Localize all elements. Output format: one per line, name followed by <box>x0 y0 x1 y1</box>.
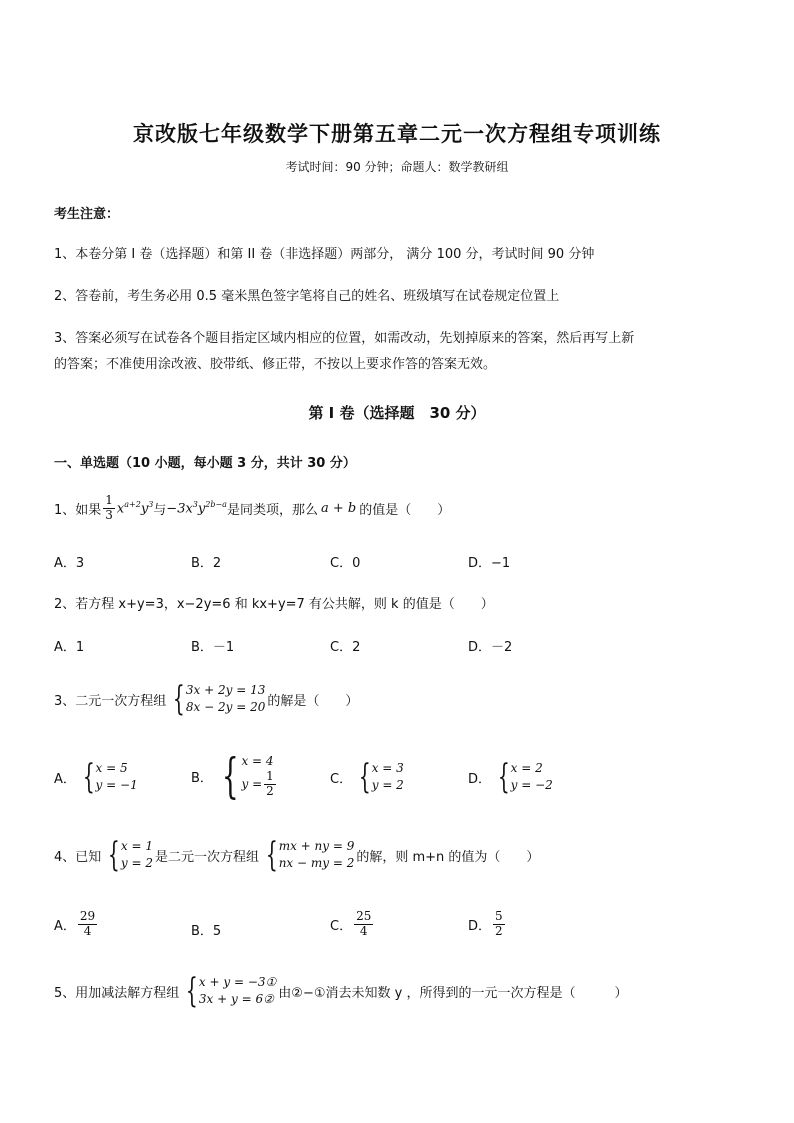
option-row: x = 5 <box>95 761 128 775</box>
fraction-numerator: 1 <box>105 493 113 507</box>
notice-item: 3、答案必须写在试卷各个题目指定区域内相应的位置，如需改动，先划掉原来的答案，然后再写上新 <box>54 331 635 346</box>
option-fraction <box>493 910 505 939</box>
q5-equation-1: x + y = −3① <box>198 975 277 989</box>
term-base: −3x <box>166 501 193 517</box>
term-base: y <box>140 501 149 517</box>
option-label: A． <box>54 771 76 787</box>
option-row <box>241 770 277 799</box>
question-2: 2、若方程 x+y=3，x−2y=6 和 kx+y=7 有公共解，则 k 的值是（ ） <box>54 597 494 612</box>
question-4 <box>54 835 540 876</box>
q4-prefix: 4、已知 <box>54 849 102 865</box>
q1-option-c[interactable]: C．0 <box>330 556 361 571</box>
option-row-text: y = <box>241 776 263 791</box>
brace-icon: { <box>221 748 239 804</box>
question-1 <box>54 494 450 523</box>
q2-option-b[interactable]: B．－1 <box>191 640 235 655</box>
q1-option-d[interactable]: D．−1 <box>468 556 511 571</box>
option-label: A． <box>54 918 76 934</box>
q3-equation-1: 3x + 2y = 13 <box>185 683 266 697</box>
option-fraction <box>78 910 97 939</box>
q4-equation-2: nx − my = 2 <box>278 856 355 871</box>
q4-equation-1: mx + ny = 9 <box>278 839 355 853</box>
q4-option-c[interactable] <box>330 910 375 939</box>
option-label: C． <box>330 771 353 787</box>
brace-icon: { <box>108 835 121 876</box>
brace-icon: { <box>82 757 95 798</box>
notice-item: 的答案；不准使用涂改液、胶带纸、修正带，不按以上要求作答的答案无效。 <box>54 357 497 372</box>
q1-mid: 与 <box>153 502 167 518</box>
question-3 <box>54 679 359 720</box>
q4-mid: 是二元一次方程组 <box>155 849 260 865</box>
fraction-denominator: 4 <box>83 923 92 938</box>
option-row: y = 2 <box>371 778 404 793</box>
q3-option-a[interactable] <box>54 757 140 798</box>
q4-post: 的解，则 m+n 的值为（ ） <box>356 849 540 865</box>
page-title: 京改版七年级数学下册第五章二元一次方程组专项训练 <box>133 121 661 146</box>
page-subtitle: 考试时间：90 分钟；命题人：数学教研组 <box>285 160 509 174</box>
fraction-denominator: 3 <box>105 507 113 522</box>
q3-post: 的解是（ ） <box>267 693 359 709</box>
term-exponent: a+2 <box>124 500 141 510</box>
q3-equation-2: 8x − 2y = 20 <box>185 700 266 715</box>
fraction-denominator: 2 <box>495 923 503 938</box>
option-row: y = −1 <box>95 778 138 793</box>
q1-fraction <box>103 494 115 523</box>
q5-equation-2: 3x + y = 6② <box>198 992 274 1007</box>
q3-option-d[interactable] <box>468 757 555 798</box>
q3-system <box>168 679 266 720</box>
q4-solution-row: x = 1 <box>120 839 154 853</box>
option-label: D． <box>468 771 492 787</box>
fraction-numerator: 5 <box>495 909 503 923</box>
q1-post: 是同类项，那么 <box>226 502 318 518</box>
q3-option-b[interactable] <box>191 748 280 804</box>
q1-term1 <box>117 500 153 516</box>
option-label: B． <box>191 770 213 786</box>
q5-system <box>181 971 277 1012</box>
q2-option-a[interactable]: A．1 <box>54 640 85 655</box>
brace-icon: { <box>358 757 371 798</box>
brace-icon: { <box>265 835 278 876</box>
option-fraction <box>354 910 373 939</box>
q3-option-c[interactable] <box>330 757 406 798</box>
q1-prefix: 1、如果 <box>54 502 102 518</box>
option-label: C． <box>330 918 353 934</box>
brace-icon: { <box>497 757 510 798</box>
q5-post: 由②−①消去未知数 y ，所得到的一元一次方程是（ ） <box>278 985 628 1001</box>
part-heading: 第 I 卷（选择题 30 分） <box>308 404 486 422</box>
q4-system <box>261 835 355 876</box>
fraction-denominator: 4 <box>359 923 368 938</box>
option-label: D． <box>468 918 492 934</box>
brace-icon: { <box>186 971 199 1012</box>
fraction-numerator: 1 <box>266 769 274 784</box>
q1-option-b[interactable]: B．2 <box>191 556 222 571</box>
notice-item: 1、本卷分第 I 卷（选择题）和第 II 卷（非选择题）两部分， 满分 100 分，考试时间 90 分钟 <box>54 247 595 262</box>
notice-item: 2、答卷前，考生务必用 0.5 毫米黑色签字笔将自己的姓名、班级填写在试卷规定位置上 <box>54 289 560 304</box>
q1-tail: 的值是（ ） <box>359 502 451 518</box>
term-base: x <box>116 501 125 517</box>
q4-option-a[interactable] <box>54 910 99 939</box>
term-base: y <box>197 501 206 517</box>
term-exponent: 3 <box>148 500 154 510</box>
q1-expression: a + b <box>320 500 357 516</box>
option-fraction <box>264 770 276 799</box>
term-exponent: 2b−a <box>205 500 227 510</box>
q3-prefix: 3、二元一次方程组 <box>54 693 167 709</box>
section-heading: 一、单选题（10 小题，每小题 3 分，共计 30 分） <box>54 456 356 471</box>
option-row: x = 3 <box>371 761 404 775</box>
q2-option-c[interactable]: C．2 <box>330 640 361 655</box>
q2-option-d[interactable]: D．－2 <box>468 640 513 655</box>
option-row: x = 4 <box>241 754 274 768</box>
fraction-denominator: 2 <box>266 784 274 799</box>
q4-option-b[interactable]: B．5 <box>191 924 222 939</box>
term-exponent: 3 <box>192 500 198 510</box>
option-row: y = −2 <box>510 778 553 793</box>
q1-option-a[interactable]: A．3 <box>54 556 85 571</box>
fraction-numerator: 29 <box>79 909 96 923</box>
q5-prefix: 5、用加减法解方程组 <box>54 985 180 1001</box>
q4-solution <box>103 835 154 876</box>
brace-icon: { <box>173 679 186 720</box>
fraction-numerator: 25 <box>356 909 372 923</box>
q4-option-d[interactable] <box>468 910 507 939</box>
q1-term2 <box>166 500 227 516</box>
option-row: x = 2 <box>510 761 543 775</box>
question-5 <box>54 971 628 1012</box>
notice-heading: 考生注意： <box>54 207 120 222</box>
q4-solution-row: y = 2 <box>120 856 154 871</box>
